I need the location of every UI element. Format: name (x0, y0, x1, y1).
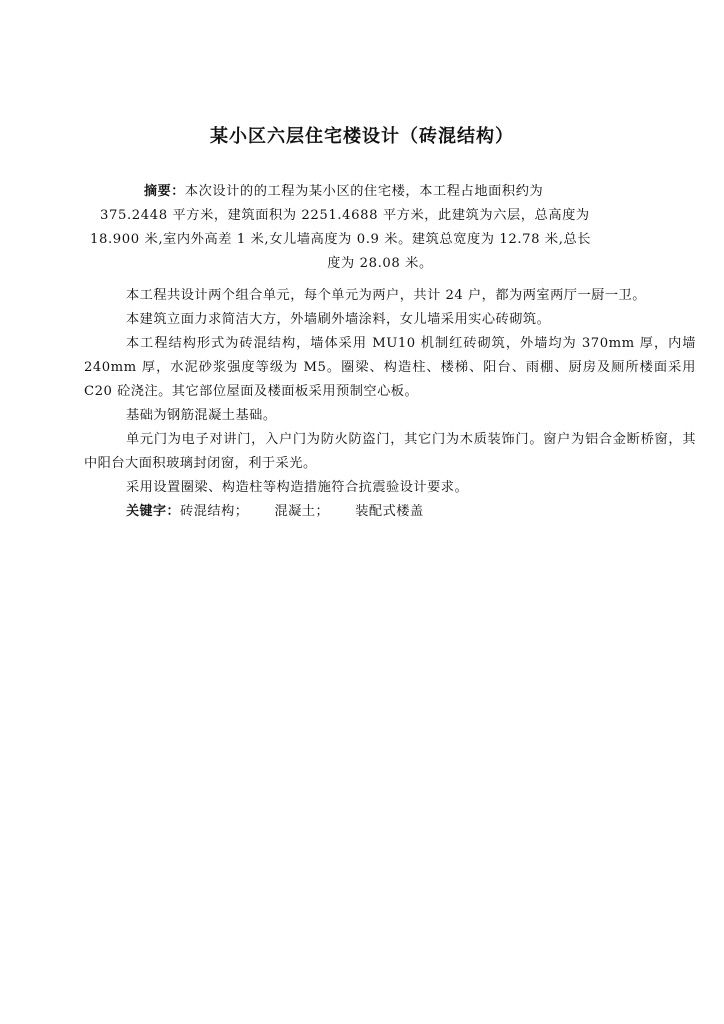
keyword-item: 装配式楼盖 (355, 504, 424, 519)
paragraph-units: 本工程共设计两个组合单元，每个单元为两户，共计 24 户，都为两室两厅一厨一卫。 (126, 288, 646, 303)
abstract-label: 摘要： (144, 184, 185, 199)
body-text (84, 284, 696, 524)
abstract-line-4: 度为 28.08 米。 (327, 256, 433, 271)
keyword-item: 砖混结构； (180, 504, 249, 519)
keywords-line (84, 500, 696, 524)
paragraph-facade: 本建筑立面力求简洁大方，外墙刷外墙涂料，女儿墙采用实心砖砌筑。 (126, 312, 551, 327)
paragraph-foundation: 基础为钢筋混凝土基础。 (126, 408, 277, 423)
paragraph-doors-windows: 单元门为电子对讲门，入户门为防火防盗门，其它门为木质装饰门。窗户为铝合金断桥窗，其中阳台大面积玻璃封闭窗，利于采光。 (84, 432, 696, 471)
abstract-block (80, 180, 680, 276)
page-title: 某小区六层住宅楼设计（砖混结构） (210, 126, 514, 147)
paragraph-structure: 本工程结构形式为砖混结构，墙体采用 MU10 机制红砖砌筑，外墙均为 370mm 厚，内墙 240mm 厚，水泥砂浆强度等级为 M5。圈梁、构造柱、楼梯、阳台、雨棚、厨房及厕所楼面采用 C20 砼浇注。其它部位屋面及楼面板采用预制空心板。 (84, 336, 696, 399)
keywords-label: 关键字： (126, 504, 181, 519)
paragraph-seismic: 采用设置圈梁、构造柱等构造措施符合抗震验设计要求。 (126, 480, 469, 495)
abstract-line-1 (80, 180, 680, 204)
abstract-line-2: 375.2448 平方米，建筑面积为 2251.4688 平方米，此建筑为六层，总高度为 (100, 208, 590, 223)
keyword-item: 混凝土； (274, 504, 330, 519)
abstract-line-3: 18.900 米,室内外高差 1 米,女儿墙高度为 0.9 米。建筑总宽度为 12.78 米,总长 (90, 232, 592, 247)
abstract-text-1: 本次设计的的工程为某小区的住宅楼，本工程占地面积约为 (184, 184, 544, 199)
